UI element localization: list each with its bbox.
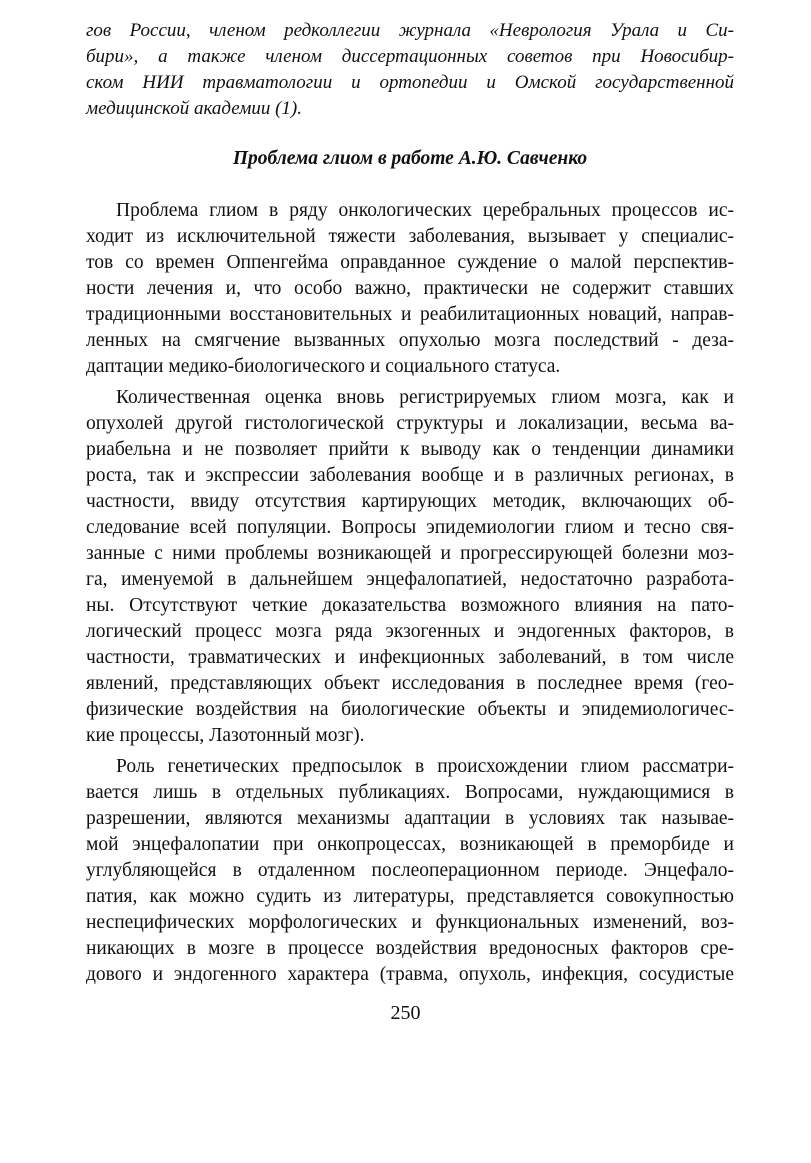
paragraph-line: тов со времен Оппенгейма оправданное суждение о малой перспектив-	[86, 252, 734, 273]
paragraph-line: никающих в мозге в процессе воздействия вредоносных факторов сре-	[86, 938, 734, 959]
paragraph-line: кие процессы, Лазотонный мозг).	[86, 725, 365, 746]
intro-line: гов России, членом редколлегии журнала «Неврология Урала и Си-	[86, 20, 734, 41]
paragraph-line: вается лишь в отдельных публикациях. Вопросами, нуждающимися в	[86, 782, 734, 803]
paragraph-line: логический процесс мозга ряда экзогенных и эндогенных факторов, в	[86, 621, 734, 642]
paragraph-line: ходит из исключительной тяжести заболевания, вызывает у специалис-	[86, 226, 734, 247]
paragraph-line: ленных на смягчение вызванных опухолью мозга последствий - деза-	[86, 330, 734, 351]
paragraph-3	[86, 754, 734, 988]
paragraph-line: опухолей другой гистологической структуры и локализации, весьма ва-	[86, 413, 734, 434]
paragraph-line: ны. Отсутствуют четкие доказательства возможного влияния на пато-	[86, 595, 734, 616]
paragraph-line: следование всей популяции. Вопросы эпидемиологии глиом и тесно свя-	[86, 517, 734, 538]
paragraph-line: риабельна и не позволяет прийти к выводу как о тенденции динамики	[86, 439, 734, 460]
paragraph-line: Роль генетических предпосылок в происхождении глиом рассматри-	[116, 756, 734, 777]
paragraph-1	[86, 198, 734, 380]
paragraph-line: занные с ними проблемы возникающей и прогрессирующей болезни моз-	[86, 543, 734, 564]
paragraph-line: разрешении, являются механизмы адаптации в условиях так называе-	[86, 808, 734, 829]
page-number: 250	[390, 1002, 421, 1024]
paragraph-line: частности, травматических и инфекционных заболеваний, в том числе	[86, 647, 734, 668]
paragraph-line: патия, как можно судить из литературы, представляется совокупностью	[86, 886, 734, 907]
section-heading: Проблема глиом в работе А.Ю. Савченко	[232, 148, 588, 169]
paragraph-line: роста, так и экспрессии заболевания вообще и в различных регионах, в	[86, 465, 734, 486]
paragraph-line: Количественная оценка вновь регистрируемых глиом мозга, как и	[116, 387, 734, 408]
paragraph-line: мой энцефалопатии при онкопроцессах, возникающей в преморбиде и	[86, 834, 734, 855]
paragraph-line: Проблема глиом в ряду онкологических церебральных процессов ис-	[116, 200, 734, 221]
paragraph-line: углубляющейся в отдаленном послеоперационном периоде. Энцефало-	[86, 860, 734, 881]
paragraph-line: неспецифических морфологических и функциональных изменений, воз-	[86, 912, 734, 933]
paragraph-line: даптации медико-биологического и социального статуса.	[86, 356, 561, 377]
intro-line: бири», а также членом диссертационных советов при Новосибир-	[86, 46, 734, 67]
paragraph-line: га, именуемой в дальнейшем энцефалопатией, недостаточно разработа-	[86, 569, 734, 590]
paragraph-line: частности, ввиду отсутствия картирующих методик, включающих об-	[86, 491, 734, 512]
paragraph-line: традиционными восстановительных и реабилитационных новаций, направ-	[86, 304, 734, 325]
intro-continuation	[86, 18, 734, 122]
intro-line: медицинской академии (1).	[86, 98, 302, 119]
book-page	[86, 18, 734, 993]
paragraph-line: ности лечения и, что особо важно, практически не содержит ставших	[86, 278, 734, 299]
intro-line: ском НИИ травматологии и ортопедии и Омской государственной	[86, 72, 734, 93]
paragraph-2	[86, 385, 734, 749]
paragraph-line: явлений, представляющих объект исследования в последнее время (гео-	[86, 673, 734, 694]
paragraph-line: дового и эндогенного характера (травма, опухоль, инфекция, сосудистые	[86, 964, 734, 985]
paragraph-line: физические воздействия на биологические объекты и эпидемиологичес-	[86, 699, 734, 720]
